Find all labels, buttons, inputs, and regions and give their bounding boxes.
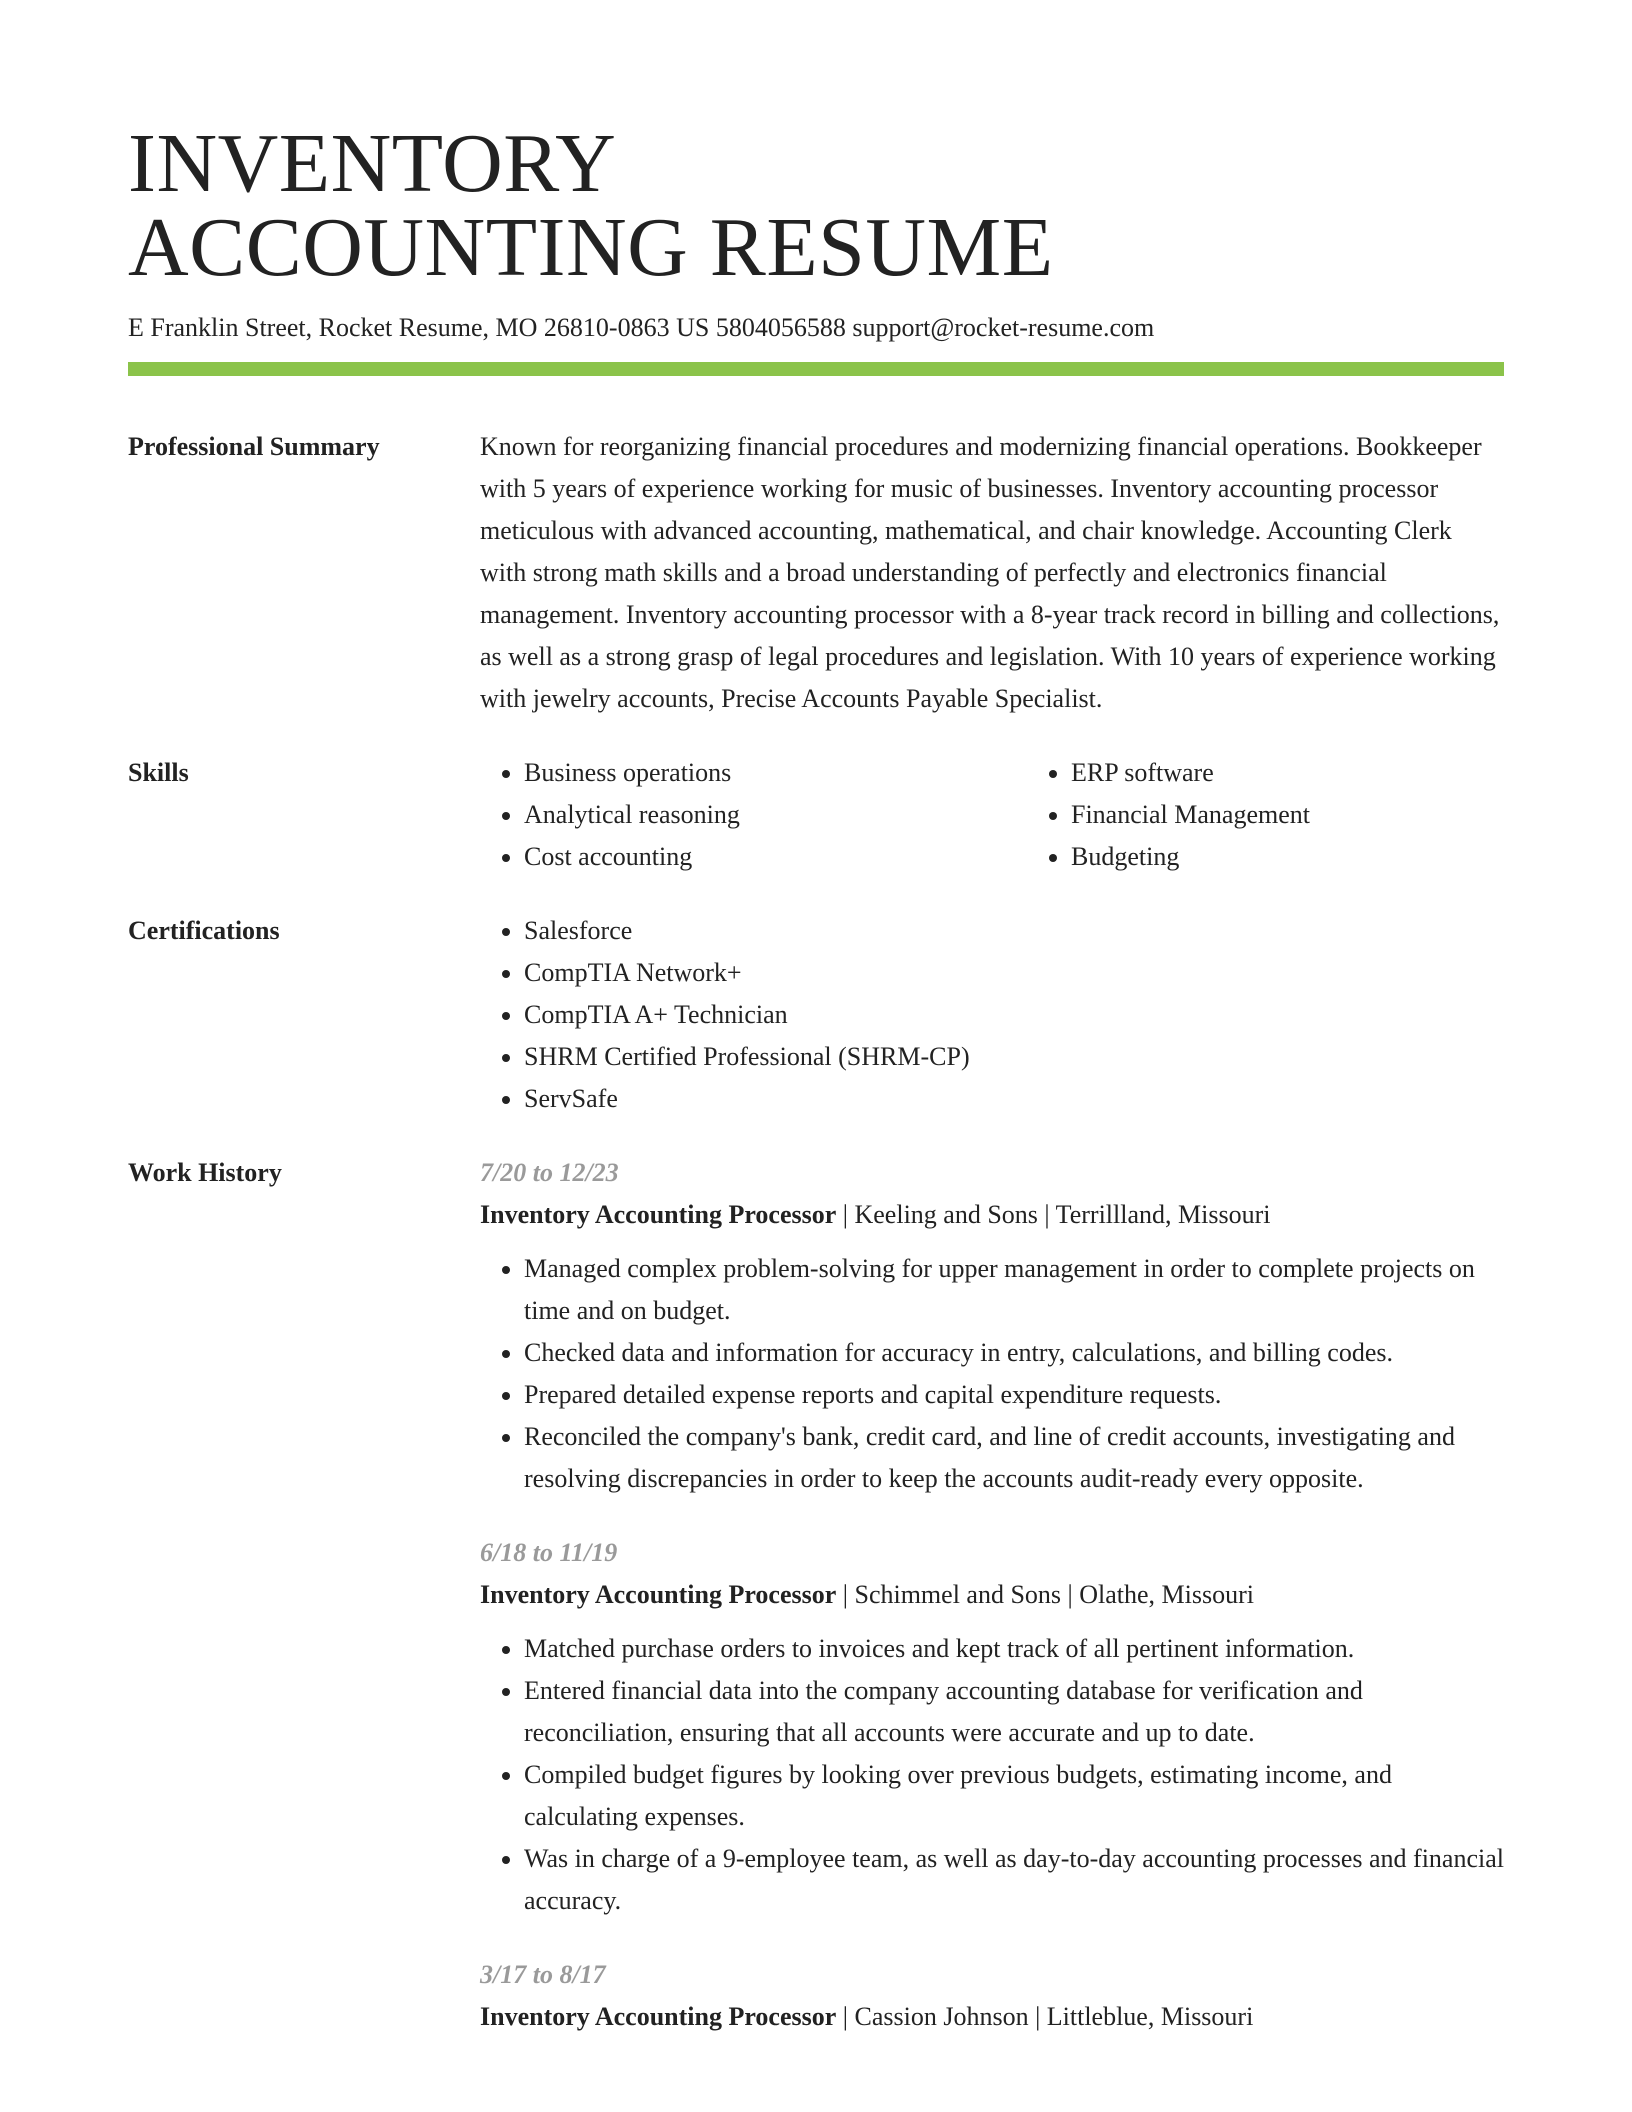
skills-column-2 — [1027, 752, 1574, 878]
skills-grid — [480, 752, 1574, 878]
header-divider — [128, 362, 1504, 376]
job-heading — [480, 1574, 1504, 1616]
job-bullet: • Compiled budget figures by looking over previous budgets, estimating income, and calculating expenses. — [524, 1754, 1504, 1838]
resume-page — [128, 117, 1504, 2070]
job-details: | Cassion Johnson | Littleblue, Missouri — [836, 2002, 1254, 2031]
work-history-body — [480, 1152, 1504, 2070]
certification-item: • CompTIA A+ Technician — [524, 994, 1504, 1036]
job-details: | Keeling and Sons | Terrillland, Missouri — [836, 1200, 1271, 1229]
skills-label: Skills — [128, 758, 189, 787]
skills-section — [128, 752, 1504, 878]
skill-item: • Financial Management — [1071, 794, 1574, 836]
skills-column-1 — [480, 752, 1027, 878]
job-title: Inventory Accounting Processor — [480, 1580, 837, 1609]
job-bullet: • Prepared detailed expense reports and capital expenditure requests. — [524, 1374, 1504, 1416]
summary-text: Known for reorganizing financial procedures and modernizing financial operations. Bookkeeper with 5 years of experience working for music of businesses. Inventory accounting processor meticulous with advanced accounting, mathematical, and chair knowledge. Accounting Clerk with strong math skills and a broad understanding of perfectly and electronics financial management. Inventory accounting processor with a 8-year track record in billing and collections, as well as a strong grasp of legal procedures and legislation. With 10 years of experience working with jewelry accounts, Precise Accounts Payable Specialist. — [480, 432, 1500, 713]
summary-section — [128, 426, 1504, 720]
certifications-body — [480, 910, 1504, 1120]
job-dates: 7/20 to 12/23 — [480, 1158, 619, 1187]
job-bullets — [480, 1628, 1504, 1922]
contact-line: E Franklin Street, Rocket Resume, MO 26810-0863 US 5804056588 support@rocket-resume.com — [128, 313, 1155, 342]
skill-item: • Analytical reasoning — [524, 794, 1027, 836]
job-dates: 6/18 to 11/19 — [480, 1538, 618, 1567]
certifications-section — [128, 910, 1504, 1120]
skill-item: • Budgeting — [1071, 836, 1574, 878]
job-bullet: • Checked data and information for accuracy in entry, calculations, and billing codes. — [524, 1332, 1504, 1374]
job-heading — [480, 1194, 1504, 1236]
job-entry — [480, 1152, 1504, 1500]
job-bullet: • Reconciled the company's bank, credit card, and line of credit accounts, investigating and resolving discrepancies in order to keep the accounts audit-ready every opposite. — [524, 1416, 1504, 1500]
summary-label: Professional Summary — [128, 432, 380, 461]
job-bullet: • Was in charge of a 9-employee team, as well as day-to-day accounting processes and financial accuracy. — [524, 1838, 1504, 1922]
skill-item: • Business operations — [524, 752, 1027, 794]
certifications-label: Certifications — [128, 916, 280, 945]
job-heading — [480, 1996, 1504, 2038]
job-bullets — [480, 1248, 1504, 1500]
resume-title — [128, 117, 1504, 294]
work-history-label: Work History — [128, 1158, 282, 1187]
job-title: Inventory Accounting Processor — [480, 2002, 837, 2031]
skill-item: • Cost accounting — [524, 836, 1027, 878]
certification-item: • Salesforce — [524, 910, 1504, 952]
skill-item: • ERP software — [1071, 752, 1574, 794]
certification-item: • ServSafe — [524, 1078, 1504, 1120]
job-entry — [480, 1532, 1504, 1922]
job-title: Inventory Accounting Processor — [480, 1200, 837, 1229]
job-bullet: • Matched purchase orders to invoices and kept track of all pertinent information. — [524, 1628, 1504, 1670]
title-line-1: INVENTORY — [128, 117, 617, 210]
job-bullet: • Entered financial data into the company accounting database for verification and reconciliation, ensuring that all accounts were accurate and up to date. — [524, 1670, 1504, 1754]
job-bullet: • Managed complex problem-solving for upper management in order to complete projects on time and on budget. — [524, 1248, 1504, 1332]
job-dates: 3/17 to 8/17 — [480, 1960, 606, 1989]
certification-item: • SHRM Certified Professional (SHRM-CP) — [524, 1036, 1504, 1078]
certifications-list — [480, 910, 1504, 1120]
work-history-section — [128, 1152, 1504, 2070]
title-line-2: ACCOUNTING RESUME — [128, 201, 1054, 294]
certification-item: • CompTIA Network+ — [524, 952, 1504, 994]
job-entry — [480, 1954, 1504, 2038]
job-details: | Schimmel and Sons | Olathe, Missouri — [836, 1580, 1255, 1609]
